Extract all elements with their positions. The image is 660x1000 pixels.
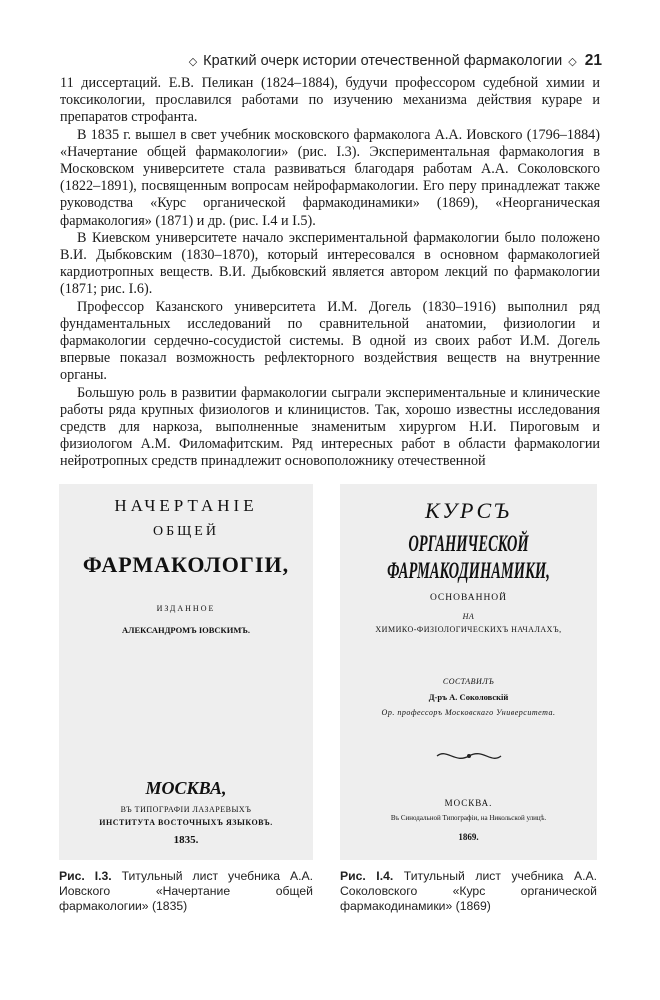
running-header: [60, 52, 602, 70]
figure-caption: [59, 869, 313, 914]
city-line: МОСКВА.: [444, 798, 493, 808]
caption-label: Рис. I.3.: [59, 869, 112, 883]
title-line: НА: [462, 612, 475, 621]
figure-caption: [340, 869, 597, 914]
paragraph: Большую роль в развитии фармакологии сыграли экспериментальные и клинические работы ряда крупных физиологов и клиницистов. Так, хорошо известны исследования средств для наркоза, выполненные знаменитым хирургом Н.И. Пироговым и физиологом А.М. Филомафитским. Ряд интересных работ в области фармакологии нейротропных средств принадлежит основоположнику отечественной: [60, 384, 600, 470]
page-number: 21: [584, 52, 602, 69]
title-line: НАЧЕРТАНІЕ: [114, 496, 258, 515]
running-title: Краткий очерк истории отечественной фармакологии: [203, 53, 563, 69]
year-line: 1835.: [173, 834, 199, 846]
body-text: [60, 75, 600, 471]
figure-title-page-iovsky: [59, 484, 313, 860]
author-line: АЛЕКСАНДРОМЪ ІОВСКИМЪ.: [122, 625, 250, 635]
title-line: ИЗДАННОЕ: [156, 604, 216, 613]
title-line: СОСТАВИЛЪ: [442, 677, 495, 686]
title-line: ОБЩЕЙ: [153, 524, 219, 539]
position-line: Ор. профессоръ Московскаго Университета.: [381, 708, 556, 717]
city-line: МОСКВА,: [145, 778, 227, 798]
printer-line: Въ Синодальной Типографіи, на Никольской улицѣ.: [390, 814, 547, 822]
title-line: КУРСЪ: [424, 498, 513, 523]
printer-line: ИНСТИТУТА ВОСТОЧНЫХЪ ЯЗЫКОВЪ.: [99, 818, 273, 827]
author-line: Д-ръ А. Соколовскій: [428, 692, 509, 702]
ornament-divider: [433, 746, 505, 766]
title-line: ХИМИКО-ФИЗІОЛОГИЧЕСКИХЪ НАЧАЛАХЪ,: [375, 625, 562, 634]
year-line: 1869.: [458, 832, 479, 842]
caption-text: Титульный лист учебника А.А. Соколовского «Курс органической фармакодинамики» (1869): [340, 869, 597, 913]
diamond-icon: ◇: [188, 56, 198, 68]
paragraph: В Киевском университете начало экспериментальной фармакологии было положено В.И. Дыбковским (1830–1870), который интересовался в основном фармакологией кардиотропных веществ. В.И. Дыбковский является автором лекций по фармакологии (1871; рис. I.6).: [60, 229, 600, 298]
title-line: ФАРМАКОЛОГІИ,: [82, 552, 290, 577]
caption-label: Рис. I.4.: [340, 869, 394, 883]
paragraph: Профессор Казанского университета И.М. Догель (1830–1916) выполнил ряд фундаментальных исследований по сравнительной анатомии, физиологии и фармакологии сердечно-сосудистой системы. В одной из своих работ И.М. Догель впервые показал возможность рефлекторного воздействия веществ на внутренние органы.: [60, 298, 600, 384]
caption-text: Титульный лист учебника А.А. Иовского «Начертание общей фармакологии» (1835): [59, 869, 314, 913]
diamond-icon: ◇: [568, 56, 577, 68]
title-line: ОРГАНИЧЕСКОЙ ФАРМАКОДИНАМИКИ,: [387, 531, 550, 585]
paragraph: 11 диссертаций. Е.В. Пеликан (1824–1884), будучи профессором судебной химии и токсикологии, прославился работами по изучению механизма действия кураре и препаратов строфанта.: [60, 75, 600, 126]
paragraph: В 1835 г. вышел в свет учебник московского фармаколога А.А. Иовского (1796–1884) «Начертание общей фармакологии» (рис. I.3). Экспериментальная фармакология в Московском университете стала развиваться благодаря работам А.А. Соколовского (1822–1891), посвященным вопросам нейрофармакологии. Его перу принадлежат также руководства «Курс органической фармакодинамики» (1869), «Неорганическая фармакология» (1871) и др. (рис. I.4 и I.5).: [60, 126, 600, 229]
printer-line: ВЪ ТИПОГРАФІИ ЛАЗАРЕВЫХЪ: [120, 805, 252, 814]
figure-title-page-sokolovsky: [340, 484, 597, 860]
title-line: ОСНОВАННОЙ: [429, 593, 508, 603]
